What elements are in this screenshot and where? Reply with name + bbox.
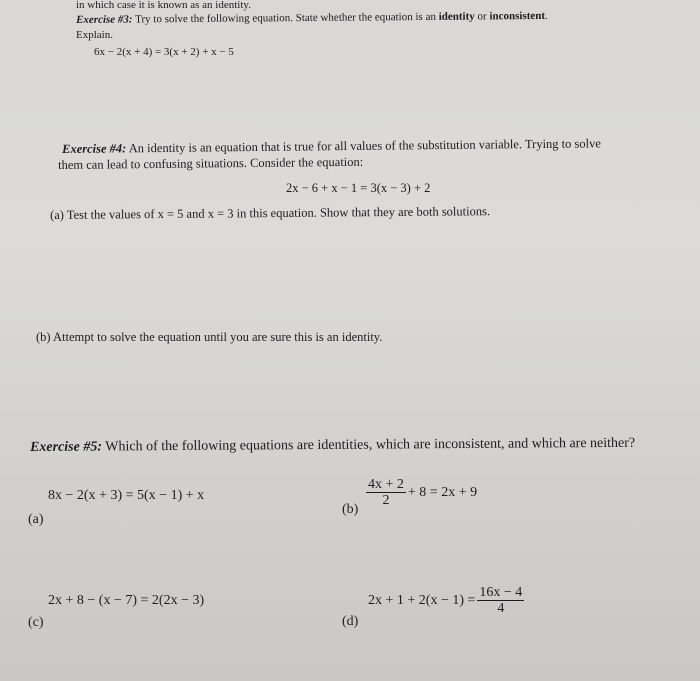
exercise-4-prompt-line-1 bbox=[62, 136, 601, 157]
equation-b bbox=[364, 477, 477, 509]
part-b-text: (b) Attempt to solve the equation until you are sure this is an identity. bbox=[36, 330, 383, 344]
equation-a-tag bbox=[28, 512, 44, 528]
equation-c bbox=[48, 593, 204, 609]
fraction bbox=[477, 585, 524, 617]
exercise-5-label: Exercise #5: bbox=[30, 439, 103, 455]
exercise-4-part-b bbox=[36, 330, 382, 345]
exercise-4-text-2: them can lead to confusing situations. Consider the equation: bbox=[58, 154, 364, 172]
equation-c-tag bbox=[28, 615, 44, 631]
exercise-4-label: Exercise #4: bbox=[62, 141, 127, 156]
equation-a bbox=[48, 488, 204, 504]
exercise-3-period: . bbox=[544, 9, 548, 22]
fraction-numerator: 16x − 4 bbox=[479, 585, 523, 600]
exercise-3-label: Exercise #3: bbox=[76, 13, 133, 26]
exercise-4-equation bbox=[286, 181, 430, 196]
fraction-denominator: 2 bbox=[382, 493, 390, 509]
equation-d-tag bbox=[342, 614, 358, 630]
tag-text: (d) bbox=[342, 614, 359, 629]
cut-off-text: in which case it is known as an identity. bbox=[76, 0, 251, 11]
equation-rest: + 8 = 2x + 9 bbox=[407, 485, 478, 501]
fraction-denominator: 4 bbox=[497, 601, 505, 617]
exercise-4-part-a bbox=[50, 204, 490, 223]
tag-text: (a) bbox=[28, 512, 44, 527]
equation-text: 2x + 8 − (x − 7) = 2(2x − 3) bbox=[48, 593, 205, 608]
keyword-identity: identity bbox=[438, 10, 475, 23]
equation-lead: 2x + 1 + 2(x − 1) = bbox=[368, 592, 476, 608]
cut-off-line bbox=[76, 0, 251, 11]
exercise-3-equation bbox=[94, 46, 234, 58]
exercise-3-text: Try to solve the following equation. State whether the equation is an bbox=[132, 10, 439, 26]
tag-text: (b) bbox=[342, 502, 359, 517]
keyword-inconsistent: inconsistent bbox=[489, 9, 546, 23]
equation-text: 6x − 2(x + 4) = 3(x + 2) + x − 5 bbox=[94, 46, 234, 58]
exercise-4-prompt-line-2 bbox=[58, 155, 363, 173]
exercise-3-or: or bbox=[474, 10, 490, 23]
exercise-3-explain bbox=[76, 29, 113, 41]
fraction-numerator: 4x + 2 bbox=[368, 477, 404, 492]
explain-text: Explain. bbox=[76, 29, 113, 41]
part-a-text: (a) Test the values of x = 5 and x = 3 in this equation. Show that they are both solutions. bbox=[50, 204, 491, 222]
equation-text: 2x − 6 + x − 1 = 3(x − 3) + 2 bbox=[286, 181, 431, 195]
exercise-5-text: Which of the following equations are identities, which are inconsistent, and which are neither? bbox=[101, 435, 636, 455]
exercise-4-text-1: An identity is an equation that is true for all values of the substitution variable. Trying to solve bbox=[126, 136, 601, 156]
exercise-5-prompt bbox=[30, 436, 635, 456]
equation-d bbox=[368, 585, 526, 617]
tag-text: (c) bbox=[28, 615, 44, 630]
exercise-3-prompt bbox=[76, 10, 548, 26]
fraction bbox=[366, 477, 406, 509]
equation-b-tag bbox=[342, 502, 358, 518]
equation-text: 8x − 2(x + 3) = 5(x − 1) + x bbox=[48, 488, 205, 503]
